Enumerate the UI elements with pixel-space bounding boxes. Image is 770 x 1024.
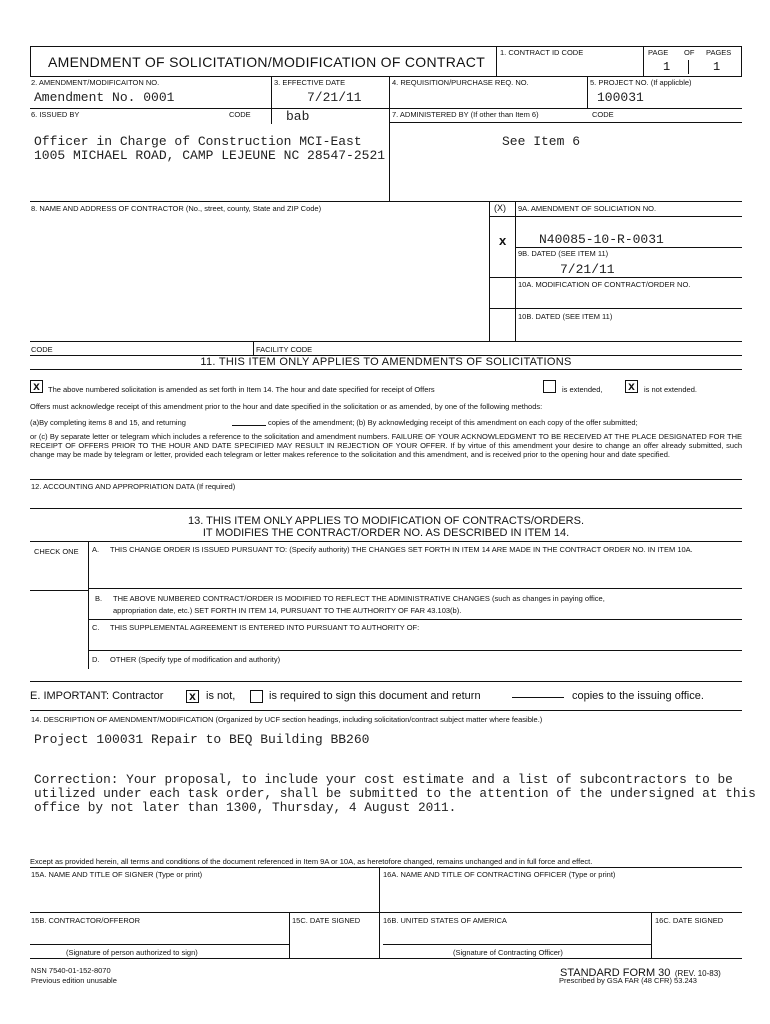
- item-9a-label: 9A. AMENDMENT OF SOLICIATION NO.: [518, 204, 657, 213]
- project-no-value: 100031: [597, 90, 644, 105]
- item-9b-value: 7/21/11: [560, 262, 615, 277]
- item-13b-text-1: THE ABOVE NUMBERED CONTRACT/ORDER IS MODIFIED TO REFLECT THE ADMINISTRATIVE CHANGES (such as changes in paying office,: [113, 594, 605, 603]
- amendment-no-label: 2. AMENDMENT/MODIFICAITON NO.: [31, 78, 160, 87]
- project-no-label: 5. PROJECT NO. (If applicble): [590, 78, 692, 87]
- item-9a-check-mark: x: [499, 233, 507, 248]
- item-14-label: 14. DESCRIPTION OF AMENDMENT/MODIFICATION (Organized by UCF section headings, including solicitation/contract subject matter where feasible.): [31, 715, 543, 724]
- administered-by-label: 7. ADMINISTERED BY (If other than Item 6): [392, 110, 539, 119]
- item-13c-letter: C.: [92, 623, 100, 632]
- issuer-address-line1: Officer in Charge of Construction MCI-East: [34, 134, 362, 149]
- is-not-extended-checkbox[interactable]: x: [625, 380, 638, 393]
- issued-code-value: bab: [286, 109, 310, 124]
- standard-form-name: STANDARD FORM 30: [560, 967, 671, 979]
- item-11-heading: 11. THIS ITEM ONLY APPLIES TO AMENDMENTS OF SOLICITATIONS: [200, 356, 572, 368]
- administered-value: See Item 6: [502, 134, 581, 149]
- issued-by-label: 6. ISSUED BY: [31, 110, 80, 119]
- item-14-project-line: Project 100031 Repair to BEQ Building BB260: [34, 732, 370, 747]
- item-13a-text: THIS CHANGE ORDER IS ISSUED PURSUANT TO: (Specify authority) THE CHANGES SET FORTH IN ITEM 14 ARE MADE IN THE CONTRACT ORDER NO. IN ITEM 10A.: [110, 545, 693, 554]
- item-13b-letter: B.: [95, 594, 103, 603]
- item-9a-value: N40085-10-R-0031: [539, 232, 664, 247]
- officer-signature-line-label: (Signature of Contracting Officer): [453, 948, 563, 957]
- page-label: PAGE: [648, 48, 669, 57]
- item-e-label: E. IMPORTANT: Contractor: [30, 690, 164, 702]
- contractor-code-label: CODE: [31, 345, 53, 354]
- pages-value: 1: [713, 60, 721, 74]
- item-15b-label: 15B. CONTRACTOR/OFFEROR: [31, 916, 141, 925]
- administered-code-label: CODE: [592, 110, 614, 119]
- copies-label: copies to the issuing office.: [572, 690, 704, 702]
- except-clause: Except as provided herein, all terms and conditions of the document referenced in Item 9A or 10A, as heretofore changed, remains unchanged and in full force and effect.: [30, 857, 593, 866]
- effective-date-label: 3. EFFECTIVE DATE: [274, 78, 346, 87]
- item-13a-letter: A.: [92, 545, 100, 554]
- item-13-heading-1: 13. THIS ITEM ONLY APPLIES TO MODIFICATION OF CONTRACTS/ORDERS.: [187, 515, 585, 527]
- is-not-extended-label: is not extended.: [644, 385, 697, 394]
- standard-form-revision: (REV. 10-83): [674, 969, 721, 978]
- is-extended-checkbox[interactable]: [543, 380, 556, 393]
- item-9b-label: 9B. DATED (SEE ITEM 11): [518, 249, 609, 258]
- item-13c-text: THIS SUPPLEMENTAL AGREEMENT IS ENTERED INTO PURSUANT TO AUTHORITY OF:: [110, 623, 420, 632]
- item-11-line2: Offers must acknowledge receipt of this amendment prior to the hour and date specified in the solicitation or as amended, by one of the following methods:: [30, 402, 543, 411]
- is-required-label: is required to sign this document and return: [269, 690, 481, 702]
- item-16b-label: 16B. UNITED STATES OF AMERICA: [383, 916, 507, 925]
- amendment-no-value: Amendment No. 0001: [34, 90, 175, 105]
- page-value: 1: [663, 60, 671, 74]
- is-not-required-checkbox[interactable]: x: [186, 690, 199, 703]
- item-10a-label: 10A. MODIFICATION OF CONTRACT/ORDER NO.: [518, 280, 691, 289]
- issued-code-label: CODE: [229, 110, 251, 119]
- form-title: AMENDMENT OF SOLICITATION/MODIFICATION OF CONTRACT: [48, 54, 486, 70]
- previous-edition-note: Previous edition unusable: [31, 976, 117, 985]
- item-14-correction-line-1: Correction: Your proposal, to include your cost estimate and a list of subcontractors to be: [34, 772, 733, 787]
- item-13-heading-2: IT MODIFIES THE CONTRACT/ORDER NO. AS DESCRIBED IN ITEM 14.: [202, 527, 570, 539]
- nsn-number: NSN 7540-01-152-8070: [31, 966, 111, 975]
- item-11-checkbox-checked[interactable]: x: [30, 380, 43, 393]
- item-10b-label: 10B. DATED (SEE ITEM 11): [518, 312, 613, 321]
- item-12-label: 12. ACCOUNTING AND APPROPRIATION DATA (If required): [31, 482, 236, 491]
- item-11-paragraph: or (c) By separate letter or telegram which includes a reference to the solicitation and amendment numbers. FAILURE OF YOUR ACKNOWLEDGMENT TO BE RECEIVED AT THE PLACE DESIGNATED FOR THE RECEIPT OF OFFERS PRIOR TO THE HOUR AND DATE SPECIFIED MAY RESULT IN REJECTION OF YOUR OFFER. If by virtue of this amendment your desire to change an offer already submitted, such change may be made by telegram or letter, provided each telegram or letter makes reference to the solicitation and this amendment, and is received prior to the opening hour and date specified.: [30, 432, 742, 459]
- is-extended-label: is extended,: [562, 385, 603, 394]
- item-13b-text-2: appropriation date, etc.) SET FORTH IN ITEM 14, PURSUANT TO THE AUTHORITY OF FAR 43.103(b).: [113, 606, 462, 615]
- item-16c-label: 16C. DATE SIGNED: [655, 916, 724, 925]
- item-11-line3a: (a)By completing items 8 and 15, and returning: [30, 418, 186, 427]
- is-required-checkbox[interactable]: [250, 690, 263, 703]
- contract-id-label: 1. CONTRACT ID CODE: [500, 48, 584, 57]
- item-14-correction-line-2: utilized under each task order, shall be submitted to the attention of the undersigned at this: [34, 786, 756, 801]
- contractor-signature-line-label: (Signature of person authorized to sign): [66, 948, 198, 957]
- facility-code-label: FACILITY CODE: [256, 345, 313, 354]
- issuer-address-line2: 1005 MICHAEL ROAD, CAMP LEJEUNE NC 28547-2521: [34, 148, 386, 163]
- x-column-label: (X): [494, 203, 506, 213]
- item-15a-label: 15A. NAME AND TITLE OF SIGNER (Type or print): [31, 870, 203, 879]
- item-11-line1: The above numbered solicitation is amended as set forth in Item 14. The hour and date specified for receipt of Offers: [48, 385, 435, 394]
- requisition-label: 4. REQUISITION/PURCHASE REQ. NO.: [392, 78, 529, 87]
- item-13d-text: OTHER (Specify type of modification and authority): [110, 655, 281, 664]
- item-13d-letter: D.: [92, 655, 100, 664]
- contractor-label: 8. NAME AND ADDRESS OF CONTRACTOR (No., street, county, State and ZIP Code): [31, 204, 322, 213]
- item-11-line3b: copies of the amendment; (b) By acknowledging receipt of this amendment on each copy of the offer submitted;: [268, 418, 638, 427]
- item-16a-label: 16A. NAME AND TITLE OF CONTRACTING OFFICER (Type or print): [383, 870, 616, 879]
- pages-label: PAGES: [706, 48, 732, 57]
- item-15c-label: 15C. DATE SIGNED: [292, 916, 361, 925]
- is-not-label: is not,: [206, 690, 236, 702]
- prescribed-by-note: Prescribed by GSA FAR (48 CFR) 53.243: [559, 976, 697, 985]
- effective-date-value: 7/21/11: [307, 90, 362, 105]
- of-label: OF: [684, 48, 695, 57]
- item-14-correction-line-3: office by not later than 1300, Thursday, 4 August 2011.: [34, 800, 457, 815]
- check-one-label: CHECK ONE: [34, 547, 79, 556]
